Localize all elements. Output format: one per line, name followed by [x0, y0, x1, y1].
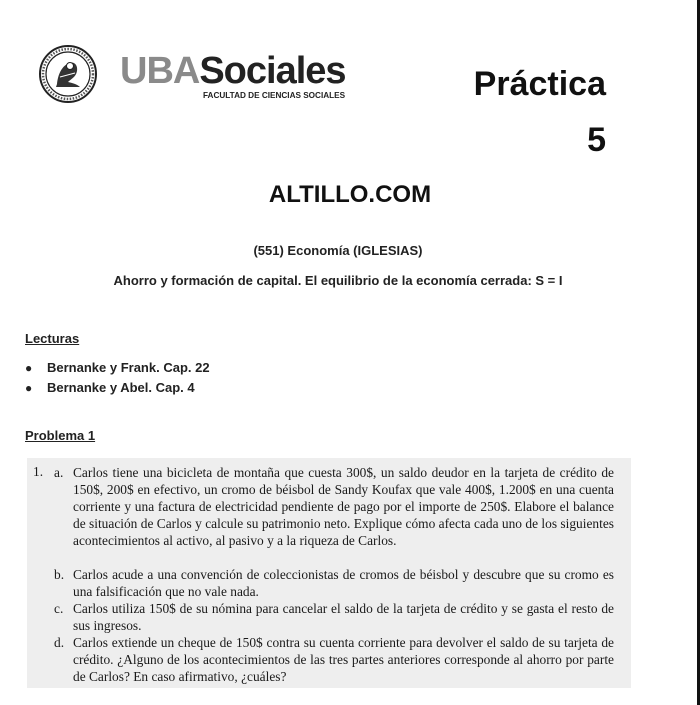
item-text: Carlos acude a una convención de coleccionistas de cromos de béisbol y descubre que su cromo es una falsificación que no vale nada.	[73, 567, 614, 599]
problem-item-d	[54, 634, 614, 685]
readings-list	[25, 359, 210, 399]
course-title: (551) Economía (IGLESIAS)	[253, 243, 423, 258]
logo-uba-text: UBA	[120, 50, 200, 92]
logo-sociales-text: Sociales	[199, 50, 346, 92]
university-seal-logo	[38, 44, 98, 104]
watermark-text: ALTILLO.COM	[268, 181, 432, 208]
bullet-icon: ●	[25, 381, 33, 395]
problem-item-a	[54, 464, 614, 549]
bullet-icon: ●	[25, 361, 33, 375]
practica-number: 5	[587, 121, 606, 159]
item-letter: b.	[54, 567, 65, 582]
item-letter: a.	[54, 465, 64, 480]
list-item	[25, 359, 210, 379]
problem-item-b	[54, 566, 614, 600]
practica-label: Práctica	[473, 65, 606, 103]
problem-number: 1.	[33, 464, 44, 479]
logo-subtitle: FACULTAD DE CIENCIAS SOCIALES	[203, 91, 346, 100]
topic-title: Ahorro y formación de capital. El equilibrio de la economía cerrada: S = I	[113, 273, 563, 288]
reading-text: Bernanke y Abel. Cap. 4	[47, 380, 195, 395]
item-text: Carlos tiene una bicicleta de montaña que cuesta 300$, un saldo deudor en la tarjeta de crédito de 150$, 200$ en efectivo, un cromo de béisbol de Sandy Koufax que vale 400$, 1.200$ en una cuenta corriente y una factura de electricidad pendiente de pago por el importe de 250$. Elabore el balance de situación de Carlos y calcule su patrimonio neto. Explique cómo afecta cada uno de los siguientes acontecimientos al activo, al pasivo y a la riqueza de Carlos.	[73, 465, 614, 548]
list-item	[25, 379, 210, 399]
item-letter: d.	[54, 635, 65, 650]
uba-sociales-logo	[120, 52, 346, 100]
scanned-problem-text	[27, 458, 631, 688]
practica-heading	[474, 62, 606, 162]
item-text: Carlos extiende un cheque de 150$ contra su cuenta corriente para devolver el saldo de su tarjeta de crédito. ¿Alguno de los acontecimientos de las tres partes anteriores corresponde al ahorro por parte de Carlos? En caso afirmativo, ¿cuáles?	[73, 635, 614, 684]
problema-heading: Problema 1	[25, 428, 96, 443]
item-letter: c.	[54, 601, 64, 616]
item-text: Carlos utiliza 150$ de su nómina para cancelar el saldo de la tarjeta de crédito y se gasta el resto de sus ingresos.	[73, 601, 614, 633]
lecturas-heading: Lecturas	[25, 331, 80, 346]
problem-item-c	[54, 600, 614, 634]
reading-text: Bernanke y Frank. Cap. 22	[47, 360, 210, 375]
